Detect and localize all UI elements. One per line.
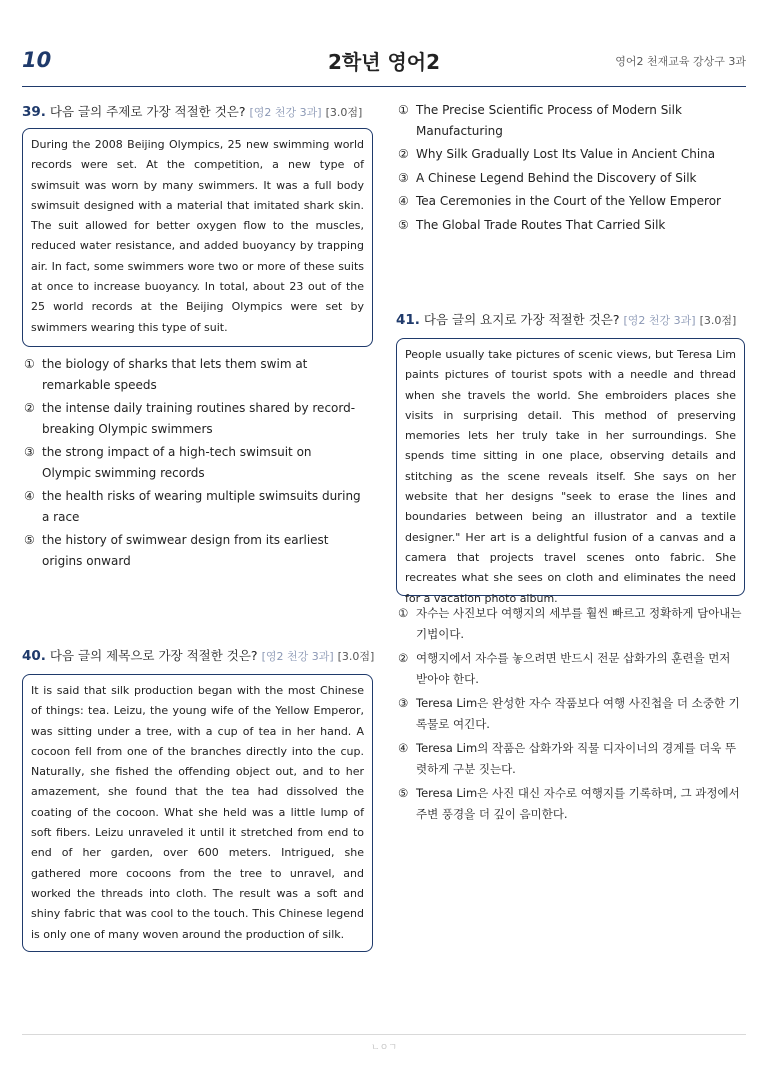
question-39-choices xyxy=(24,354,364,574)
question-39-number: 39. xyxy=(22,104,46,120)
choice-item[interactable]: ② the intense daily training routines shared by record-breaking Olympic swimmers xyxy=(24,401,356,436)
question-41-passage: People usually take pictures of scenic views, but Teresa Lim paints pictures of tourist spots with a needle and thread when she travels the world. She embroiders places she visits in surprising detail. This method of preserving memories lets her truly take in her surroundings. She spends time sitting in one place, observing details and stitching as the scene reveals itself. She says on her website that her designs "seek to erase the lines and boundaries between being an illustrator and a textile designer." Her art is a delightful fusion of a canvas and a camera that projects travel scenes onto fabric. She recreates what she sees on cloth and eliminates the need for a vacation photo album. xyxy=(396,338,745,596)
question-40-heading xyxy=(22,646,374,664)
question-39-prompt: 다음 글의 주제로 가장 적절한 것은? xyxy=(49,104,246,119)
choice-item[interactable]: ④ Teresa Lim의 작품은 삽화가와 직물 디자이너의 경계를 더욱 뚜렷하게 구분 짓는다. xyxy=(398,741,737,776)
choice-item[interactable]: ① the biology of sharks that lets them swim at remarkable speeds xyxy=(24,357,308,392)
choice-item[interactable]: ① The Precise Scientific Process of Modern Silk Manufacturing xyxy=(398,103,682,138)
question-40-passage: It is said that silk production began with the most Chinese of things: tea. Leizu, the young wife of the Yellow Emperor, was sitting under a tree, with a cup of tea in her hand. A cocoon fell from one of the branches directly into the cup. Naturally, she fished the offending object out, and to her amazement, she found that the tea had dissolved the coating of the cocoon. What she held was a little lump of soft fibers. Leizu unraveled it until it stretched from end to end of her garden, over 600 meters. Intrigued, she gathered more cocoons from the tree to unravel, and worked the threads into cloth. The result was a soft and shiny fabric that was cool to the touch. This Chinese legend is only one of many woven around the production of silk. xyxy=(22,674,373,952)
page-title: 2학년 영어2 xyxy=(327,50,441,74)
choice-item[interactable]: ① 자수는 사진보다 여행지의 세부를 훨씬 빠르고 정확하게 담아내는 기법이다. xyxy=(398,606,742,641)
question-41-points: [3.0점] xyxy=(699,314,737,327)
choice-item[interactable]: ⑤ Teresa Lim은 사진 대신 자수로 여행지를 기록하며, 그 과정에서 주변 풍경을 더 깊이 음미한다. xyxy=(398,786,740,821)
page-header xyxy=(22,40,746,87)
page-subtitle: 영어2 천재교육 강상구 3과 xyxy=(615,55,746,68)
question-40-points: [3.0점] xyxy=(337,650,375,663)
question-40-source: [영2 천강 3과] xyxy=(261,650,334,663)
question-39-source: [영2 천강 3과] xyxy=(249,106,322,119)
choice-item[interactable]: ③ the strong impact of a high-tech swimsuit on Olympic swimming records xyxy=(24,445,312,480)
question-41-source: [영2 천강 3과] xyxy=(623,314,696,327)
question-39-heading xyxy=(22,102,362,120)
question-41-prompt: 다음 글의 요지로 가장 적절한 것은? xyxy=(423,312,620,327)
question-39-points: [3.0점] xyxy=(325,106,363,119)
choice-item[interactable]: ③ A Chinese Legend Behind the Discovery of Silk xyxy=(398,170,697,185)
question-41-number: 41. xyxy=(396,312,420,328)
footer-mark: ㄴㅇㄱ xyxy=(370,1043,398,1053)
choice-item[interactable]: ② Why Silk Gradually Lost Its Value in Ancient China xyxy=(398,147,716,161)
choice-item[interactable]: ③ Teresa Lim은 완성한 자수 작품보다 여행 사진첩을 더 소중한 기록물로 여긴다. xyxy=(398,696,740,731)
question-40-number: 40. xyxy=(22,648,46,664)
question-41-choices xyxy=(398,603,744,828)
question-40-prompt: 다음 글의 제목으로 가장 적절한 것은? xyxy=(49,648,258,663)
choice-item[interactable]: ⑤ the history of swimwear design from its earliest origins onward xyxy=(24,533,329,568)
question-40-choices xyxy=(398,100,744,238)
choice-item[interactable]: ⑤ The Global Trade Routes That Carried Silk xyxy=(398,217,666,232)
footer-divider xyxy=(22,1034,746,1035)
choice-item[interactable]: ④ the health risks of wearing multiple swimsuits during a race xyxy=(24,489,361,524)
page-number: 10 xyxy=(22,48,52,72)
choice-item[interactable]: ④ Tea Ceremonies in the Court of the Yellow Emperor xyxy=(398,194,721,208)
question-39-passage: During the 2008 Beijing Olympics, 25 new swimming world records were set. At the competition, a new type of swimsuit was worn by many swimmers. It was a full body swimsuit designed with a material that imitated shark skin. The suit allowed for better oxygen flow to the muscles, reduced water resistance, and added buoyancy by trapping air. In fact, some swimmers wore two or more of these suits at once to increase buoyancy. In total, about 23 out of the 25 world records at the Beijing Olympics were set by swimmers wearing this type of suit. xyxy=(22,128,373,347)
choice-item[interactable]: ② 여행지에서 자수를 놓으려면 반드시 전문 삽화가의 훈련을 먼저 받아야 한다. xyxy=(398,651,731,686)
question-41-heading xyxy=(396,310,736,328)
